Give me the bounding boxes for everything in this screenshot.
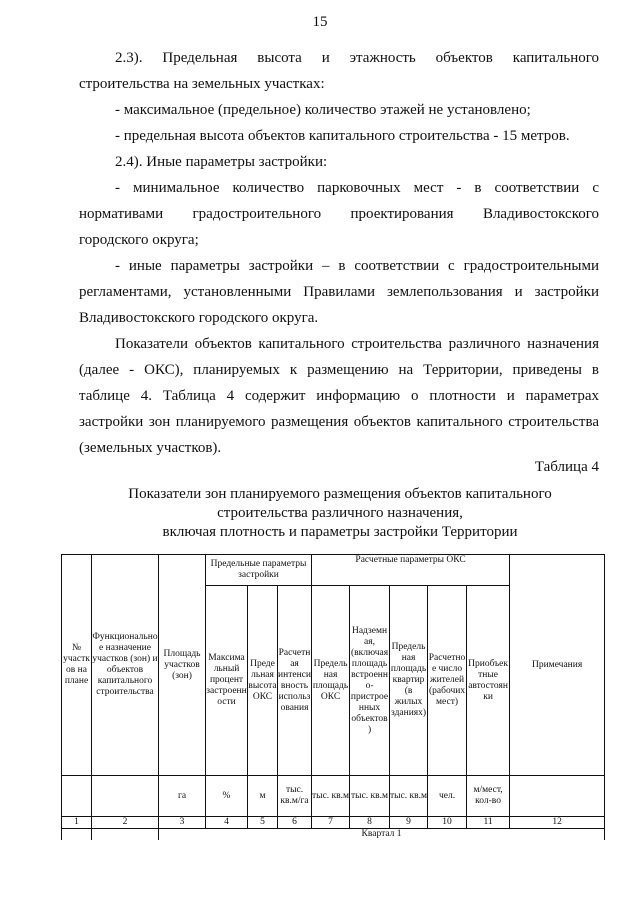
- unit-residents: чел.: [428, 776, 467, 817]
- header-notes: Примечания: [510, 555, 605, 776]
- column-number: 11: [467, 817, 510, 829]
- paragraph-height-heading-cont: строительства на земельных участках:: [79, 76, 325, 92]
- parameters-table: [61, 554, 605, 840]
- unit-parking: м/мест, кол-во: [467, 776, 510, 817]
- header-intensity: Расчетная интенсивность использования: [278, 586, 312, 776]
- paragraph-parking-line1: - минимальное количество парковочных мест - в соответствии с: [115, 180, 599, 196]
- quarter-row-label: Квартал 1: [159, 829, 605, 841]
- paragraph-max-floors: - максимальное (предельное) количество этажей не установлено;: [115, 102, 531, 118]
- header-group-limits: Предельные параметры застройки: [206, 555, 312, 586]
- page-number: 15: [312, 14, 328, 30]
- column-number: 6: [278, 817, 312, 829]
- paragraph-height-heading: 2.3). Предельная высота и этажность объектов капитального: [115, 50, 599, 66]
- table-caption-line2: строительства различного назначения,: [217, 505, 463, 521]
- header-max-floor-area: Предельная площадь ОКС: [312, 586, 350, 776]
- quarter-blank-1: [62, 829, 92, 841]
- header-above-ground-area: Надземная, (включая площадь встроенно-пристроенных объектов): [350, 586, 390, 776]
- paragraph-max-height: - предельная высота объектов капитального строительства - 15 метров.: [115, 128, 570, 144]
- paragraph-indicators-line3: таблице 4. Таблица 4 содержит информацию о плотности и параметрах: [79, 388, 599, 404]
- column-number: 4: [206, 817, 248, 829]
- paragraph-other-line1: - иные параметры застройки – в соответствии с градостроительными: [115, 258, 599, 274]
- paragraph-parking-line3: городского округа;: [79, 232, 199, 248]
- paragraph-parking-line2: нормативами градостроительного проектирования Владивостокского: [79, 206, 599, 222]
- table-caption: [100, 485, 580, 542]
- unit-blank-2: [92, 776, 159, 817]
- column-number: 5: [248, 817, 278, 829]
- unit-above-ground: тыс. кв.м: [350, 776, 390, 817]
- header-plot-area: Площадь участков (зон): [159, 555, 206, 776]
- paragraph-indicators-line2: (далее - ОКС), планируемых к размещению на Территории, приведены в: [79, 362, 599, 378]
- header-max-coverage: Максимальный процент застроенности: [206, 586, 248, 776]
- paragraph-other-params-heading: 2.4). Иные параметры застройки:: [115, 154, 328, 170]
- column-number: 7: [312, 817, 350, 829]
- column-number: 12: [510, 817, 605, 829]
- paragraph-indicators-line1: Показатели объектов капитального строительства различного назначения: [115, 336, 599, 352]
- header-residents: Расчетное число жителей (рабочих мест): [428, 586, 467, 776]
- column-number: 9: [390, 817, 428, 829]
- header-group-calc: Расчетные параметры ОКС: [312, 555, 510, 586]
- paragraph-other-line3: Владивостокского городского округа.: [79, 310, 319, 326]
- column-number: 10: [428, 817, 467, 829]
- header-apartment-area: Предельная площадь квартир (в жилых зданиях): [390, 586, 428, 776]
- header-parking: Приобъектные автостоянки: [467, 586, 510, 776]
- table-caption-line1: Показатели зон планируемого размещения объектов капитального: [128, 486, 552, 502]
- unit-plot-area: га: [159, 776, 206, 817]
- header-functional-purpose: Функциональное назначение участков (зон) и объектов капитального строительства: [92, 555, 159, 776]
- column-number: 1: [62, 817, 92, 829]
- header-max-height: Предельная высота ОКС: [248, 586, 278, 776]
- unit-intensity: тыс. кв.м/га: [278, 776, 312, 817]
- unit-blank-12: [510, 776, 605, 817]
- column-number: 2: [92, 817, 159, 829]
- unit-apartments: тыс. кв.м: [390, 776, 428, 817]
- paragraph-indicators-line4: застройки зон планируемого размещения объектов капитального строительства: [79, 414, 599, 430]
- header-plot-number: № участков на плане: [62, 555, 92, 776]
- table-label: Таблица 4: [534, 459, 599, 475]
- quarter-blank-2: [92, 829, 159, 841]
- unit-height: м: [248, 776, 278, 817]
- unit-blank-1: [62, 776, 92, 817]
- column-number: 8: [350, 817, 390, 829]
- table-caption-line3: включая плотность и параметры застройки Территории: [162, 524, 518, 540]
- paragraph-indicators-line5: (земельных участков).: [79, 440, 222, 456]
- paragraph-other-line2: регламентами, установленными Правилами землепользования и застройки: [79, 284, 599, 300]
- column-number: 3: [159, 817, 206, 829]
- unit-coverage: %: [206, 776, 248, 817]
- unit-floor-area: тыс. кв.м: [312, 776, 350, 817]
